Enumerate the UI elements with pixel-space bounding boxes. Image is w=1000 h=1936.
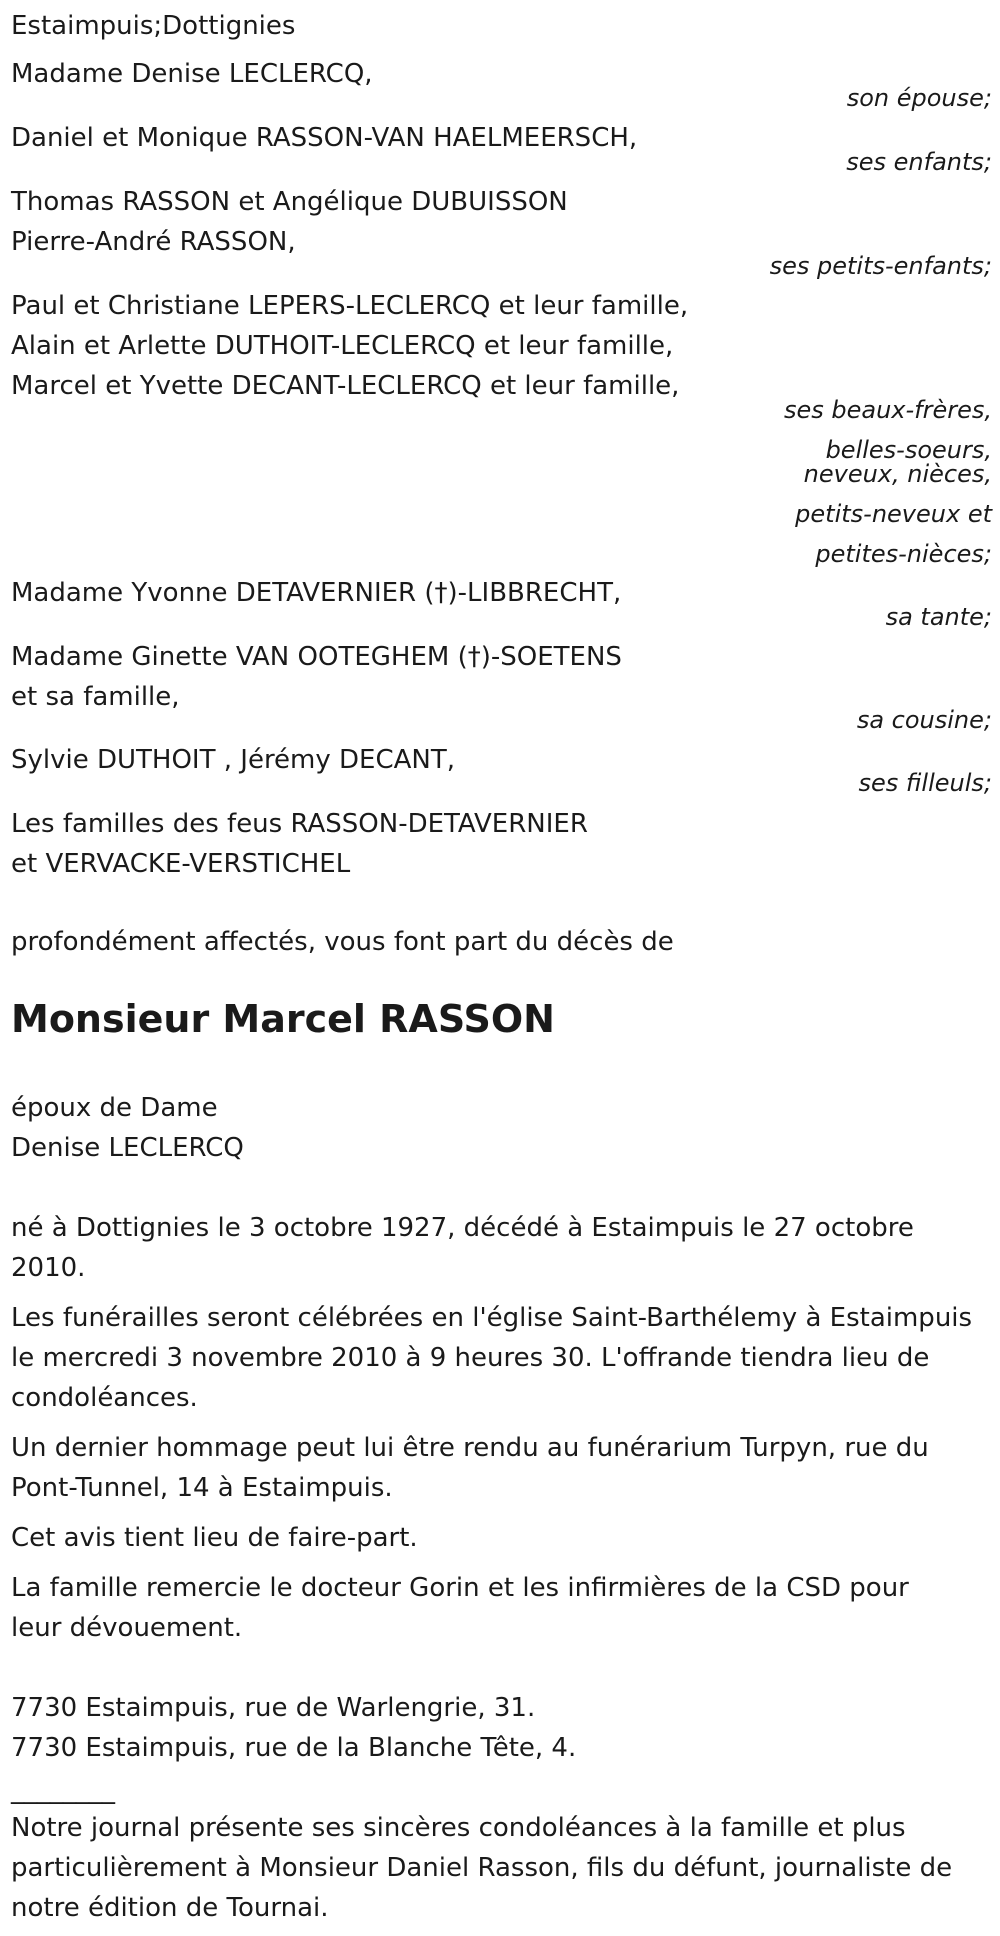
family-role: sa tante; [885, 603, 992, 631]
spouse-line: Denise LECLERCQ [11, 1133, 244, 1163]
family-line: et VERVACKE-VERSTICHEL [11, 849, 351, 879]
family-line: Madame Ginette VAN OOTEGHEM (†)-SOETENS [11, 642, 622, 672]
condolences-line: Notre journal présente ses sincères condoléances à la famille et plus [11, 1813, 906, 1843]
family-role: ses beaux-frères, [783, 396, 992, 424]
family-role: neveux, nièces, [803, 460, 992, 488]
family-line: Madame Yvonne DETAVERNIER (†)-LIBBRECHT, [11, 578, 622, 608]
birth-death-line: né à Dottignies le 3 octobre 1927, décédé à Estaimpuis le 27 octobre [11, 1213, 914, 1243]
family-line: Daniel et Monique RASSON-VAN HAELMEERSCH, [11, 123, 638, 153]
announcement-text: profondément affectés, vous font part du décès de [11, 927, 674, 957]
spouse-line: époux de Dame [11, 1093, 218, 1123]
family-role: sa cousine; [856, 706, 992, 734]
address-line: 7730 Estaimpuis, rue de la Blanche Tête, 4. [11, 1733, 577, 1763]
notice-text: Cet avis tient lieu de faire-part. [11, 1523, 418, 1553]
location-header: Estaimpuis;Dottignies [11, 11, 296, 41]
family-role: petits-neveux et [795, 500, 992, 528]
family-line: Madame Denise LECLERCQ, [11, 59, 373, 89]
family-line: Pierre-André RASSON, [11, 227, 296, 257]
address-line: 7730 Estaimpuis, rue de Warlengrie, 31. [11, 1693, 536, 1723]
family-role: ses filleuls; [858, 769, 992, 797]
thanks-line: leur dévouement. [11, 1613, 243, 1643]
condolences-line: notre édition de Tournai. [11, 1893, 329, 1923]
thanks-line: La famille remercie le docteur Gorin et les infirmières de la CSD pour [11, 1573, 909, 1603]
family-line: Paul et Christiane LEPERS-LECLERCQ et leur famille, [11, 291, 689, 321]
family-line: Les familles des feus RASSON-DETAVERNIER [11, 809, 588, 839]
birth-death-line: 2010. [11, 1253, 86, 1283]
condolences-line: particulièrement à Monsieur Daniel Rasson, fils du défunt, journaliste de [11, 1853, 953, 1883]
family-role: ses enfants; [846, 148, 992, 176]
family-line: Sylvie DUTHOIT , Jérémy DECANT, [11, 745, 456, 775]
funeral-line: Les funérailles seront célébrées en l'église Saint-Barthélemy à Estaimpuis [11, 1303, 973, 1333]
deceased-name: Monsieur Marcel RASSON [11, 997, 555, 1041]
family-line: Thomas RASSON et Angélique DUBUISSON [11, 187, 568, 217]
funeral-line: le mercredi 3 novembre 2010 à 9 heures 30. L'offrande tiendra lieu de [11, 1343, 930, 1373]
family-role: son épouse; [846, 84, 992, 112]
family-line: Alain et Arlette DUTHOIT-LECLERCQ et leur famille, [11, 331, 674, 361]
family-role: petites-nièces; [815, 540, 992, 568]
family-line: et sa famille, [11, 682, 180, 712]
family-role: belles-soeurs, [825, 436, 992, 464]
funeral-line: condoléances. [11, 1383, 198, 1413]
family-line: Marcel et Yvette DECANT-LECLERCQ et leur famille, [11, 371, 680, 401]
tribute-line: Pont-Tunnel, 14 à Estaimpuis. [11, 1473, 393, 1503]
separator: ________ [11, 1775, 115, 1805]
family-role: ses petits-enfants; [769, 252, 992, 280]
tribute-line: Un dernier hommage peut lui être rendu au funérarium Turpyn, rue du [11, 1433, 929, 1463]
